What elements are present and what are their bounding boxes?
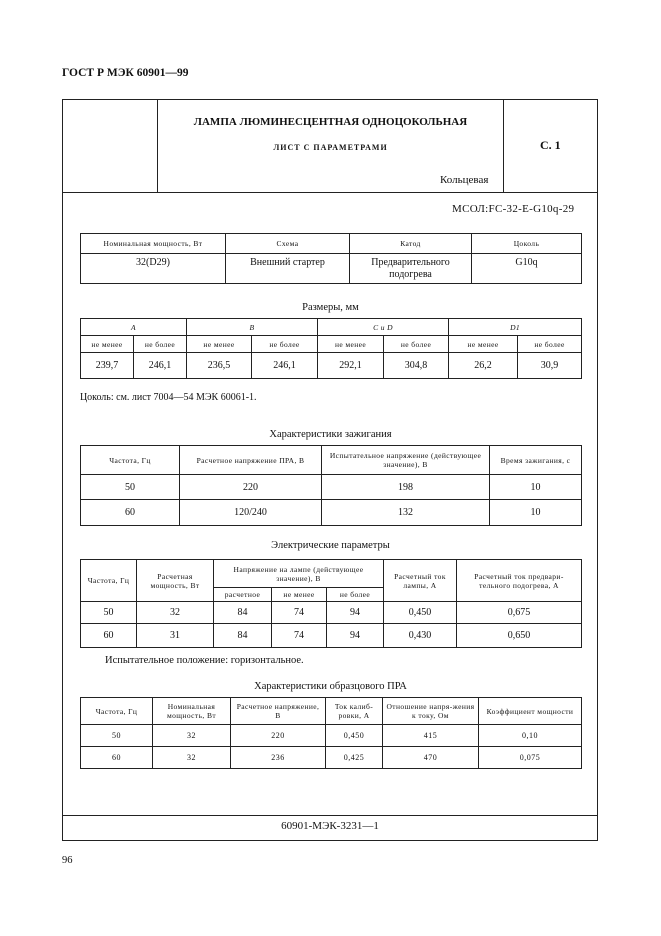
dim-group-b: B — [187, 319, 318, 336]
ref-cell: 0,450 — [326, 725, 383, 747]
dim-sub: не менее — [187, 336, 252, 353]
el-cell: 0,450 — [384, 602, 457, 624]
dim-group-cd: C и D — [318, 319, 449, 336]
ign-cell: 120/240 — [180, 500, 322, 526]
el-header-preheat: Расчетный ток предвари-тельного подогрева, А — [457, 560, 582, 602]
lamp-title: ЛАМПА ЛЮМИНЕСЦЕНТНАЯ ОДНОЦОКОЛЬНАЯ — [193, 116, 468, 128]
ign-header-time: Время зажигания, с — [490, 446, 582, 475]
ign-cell: 10 — [490, 475, 582, 500]
ref-cell: 0,10 — [479, 725, 582, 747]
ign-header-freq: Частота, Гц — [81, 446, 180, 475]
header-power: Номинальная мощность, Вт — [81, 234, 226, 254]
el-header-current: Расчетный ток лампы, А — [384, 560, 457, 602]
el-cell: 50 — [81, 602, 137, 624]
ign-cell: 60 — [81, 500, 180, 526]
ref-header: Расчетное напряжение, В — [231, 698, 326, 725]
el-cell: 0,675 — [457, 602, 582, 624]
el-cell: 60 — [81, 624, 137, 648]
dim-sub: не более — [518, 336, 582, 353]
ref-cell: 220 — [231, 725, 326, 747]
ign-cell: 10 — [490, 500, 582, 526]
footer-code: 60901-МЭК-3231—1 — [281, 820, 379, 832]
dim-sub: не менее — [449, 336, 518, 353]
test-position: Испытательное положение: горизонтальное. — [105, 655, 304, 666]
header-cathode: Катод — [350, 234, 472, 254]
el-sub: не более — [327, 588, 384, 602]
value-scheme: Внешний стартер — [226, 254, 350, 284]
value-power: 32(D29) — [81, 254, 226, 284]
ref-cell: 32 — [153, 725, 231, 747]
electrical-caption: Электрические параметры — [271, 540, 390, 551]
ref-header: Отношение напря-жения к току, Ом — [383, 698, 479, 725]
ref-cell: 0,075 — [479, 747, 582, 769]
dimensions-table — [80, 318, 582, 379]
el-cell: 94 — [327, 602, 384, 624]
lamp-type: Кольцевая — [440, 174, 489, 186]
header-cap: Цоколь — [472, 234, 582, 254]
dim-sub: не менее — [81, 336, 134, 353]
title-divider-right — [503, 99, 504, 192]
ref-cell: 0,425 — [326, 747, 383, 769]
general-table — [80, 233, 582, 284]
reference-table — [80, 697, 582, 769]
footer-line — [62, 815, 598, 816]
dim-value: 246,1 — [252, 353, 318, 379]
dim-value: 26,2 — [449, 353, 518, 379]
ref-cell: 236 — [231, 747, 326, 769]
document-header: ГОСТ Р МЭК 60901—99 — [62, 67, 189, 79]
el-cell: 0,650 — [457, 624, 582, 648]
el-cell: 84 — [214, 602, 272, 624]
el-header-freq: Частота, Гц — [81, 560, 137, 602]
el-sub: расчетное — [214, 588, 272, 602]
dim-value: 304,8 — [384, 353, 449, 379]
el-cell: 74 — [272, 602, 327, 624]
dim-sub: не более — [134, 336, 187, 353]
page-sheet-number: С. 1 — [540, 138, 561, 152]
ref-cell: 50 — [81, 725, 153, 747]
ign-cell: 220 — [180, 475, 322, 500]
ref-cell: 470 — [383, 747, 479, 769]
ref-header: Частота, Гц — [81, 698, 153, 725]
dim-value: 236,5 — [187, 353, 252, 379]
el-header-voltage: Напряжение на лампе (действующее значение), В — [214, 560, 384, 588]
ref-header: Номинальная мощность, Вт — [153, 698, 231, 725]
el-header-power: Расчетная мощность, Вт — [137, 560, 214, 602]
dim-value: 292,1 — [318, 353, 384, 379]
el-cell: 0,430 — [384, 624, 457, 648]
el-cell: 94 — [327, 624, 384, 648]
dim-group-d1: D1 — [449, 319, 582, 336]
el-cell: 31 — [137, 624, 214, 648]
title-bottom-line — [62, 192, 598, 193]
ignition-caption: Характеристики зажигания — [269, 429, 392, 440]
electrical-table — [80, 559, 582, 648]
ign-cell: 50 — [81, 475, 180, 500]
dim-group-a: A — [81, 319, 187, 336]
el-sub: не менее — [272, 588, 327, 602]
el-cell: 74 — [272, 624, 327, 648]
ign-cell: 132 — [322, 500, 490, 526]
el-cell: 84 — [214, 624, 272, 648]
dimensions-caption: Размеры, мм — [302, 302, 359, 313]
ign-cell: 198 — [322, 475, 490, 500]
ref-cell: 415 — [383, 725, 479, 747]
ign-header-voltage: Расчетное напряжение ПРА, В — [180, 446, 322, 475]
ref-header: Ток калиб-ровки, А — [326, 698, 383, 725]
cap-note: Цоколь: см. лист 7004—54 МЭК 60061-1. — [80, 392, 257, 403]
page-number: 96 — [62, 855, 73, 866]
el-cell: 32 — [137, 602, 214, 624]
ref-cell: 32 — [153, 747, 231, 769]
value-cathode: Предварительного подогрева — [350, 254, 472, 284]
sheet-title: ЛИСТ С ПАРАМЕТРАМИ — [273, 143, 388, 152]
ref-header: Коэффициент мощности — [479, 698, 582, 725]
ignition-table — [80, 445, 582, 526]
dim-sub: не менее — [318, 336, 384, 353]
dim-sub: не более — [252, 336, 318, 353]
dim-value: 30,9 — [518, 353, 582, 379]
dim-value: 246,1 — [134, 353, 187, 379]
ref-cell: 60 — [81, 747, 153, 769]
lamp-designation: МСОЛ:FC-32-E-G10q-29 — [452, 203, 575, 215]
reference-caption: Характеристики образцового ПРА — [254, 681, 407, 692]
header-scheme: Схема — [226, 234, 350, 254]
dim-sub: не более — [384, 336, 449, 353]
ign-header-test: Испытательное напряжение (действующее значение), В — [322, 446, 490, 475]
value-cap: G10q — [472, 254, 582, 284]
dim-value: 239,7 — [81, 353, 134, 379]
